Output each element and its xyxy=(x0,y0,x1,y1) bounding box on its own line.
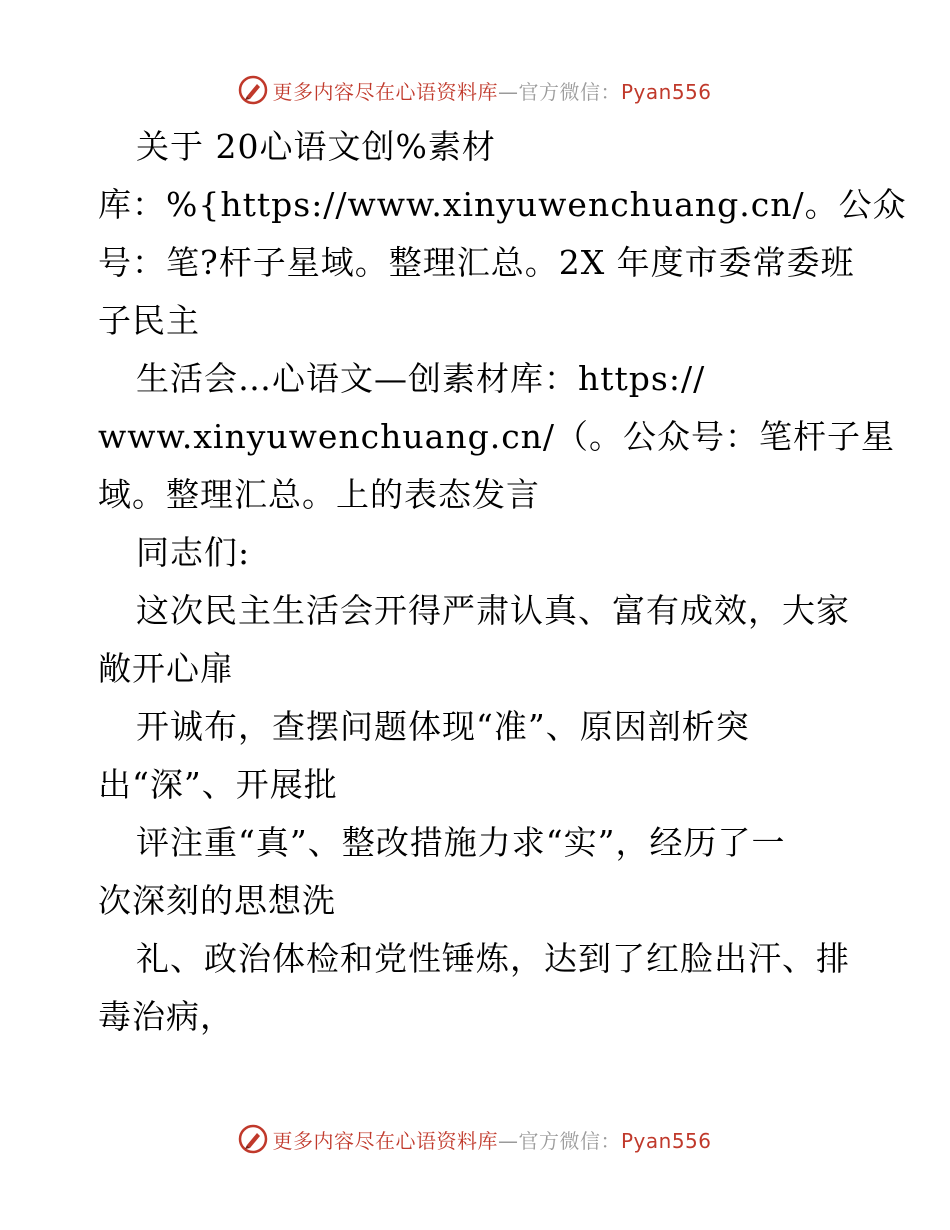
banner-wechat-id: Pyan556 xyxy=(620,1128,712,1153)
text-line: 库：%{https://www.xinyuwenchuang.cn/。公众 xyxy=(98,185,907,224)
footer-banner xyxy=(0,1121,950,1157)
banner-wechat-id: Pyan556 xyxy=(620,79,712,104)
text-line: 子民主 xyxy=(98,301,200,340)
banner-sub-text: —官方微信： xyxy=(497,79,621,104)
pen-logo-icon xyxy=(238,1124,268,1154)
pen-logo-icon xyxy=(238,75,268,105)
text-line: 评注重“真”、整改措施力求“实”，经历了一 xyxy=(136,823,786,862)
text-line: 次深刻的思想洗 xyxy=(98,881,336,920)
header-banner xyxy=(0,72,950,108)
banner-text xyxy=(272,1125,711,1154)
banner-sub-text: —官方微信： xyxy=(497,1128,621,1153)
text-line: 生活会…心语文—创素材库：https:// xyxy=(136,359,706,398)
text-line: 毒治病， xyxy=(98,997,234,1036)
text-line: 同志们: xyxy=(136,533,251,572)
banner-text xyxy=(272,76,711,105)
text-line: www.xinyuwenchuang.cn/（。公众号：笔杆子星 xyxy=(98,417,896,456)
text-line: 开诚布，查摆问题体现“准”、原因剖析突 xyxy=(136,707,750,746)
text-line: 礼、政治体检和党性锤炼，达到了红脸出汗、排 xyxy=(136,939,850,978)
text-line: 域。整理汇总。上的表态发言 xyxy=(98,475,540,514)
banner-main-text: 更多内容尽在心语资料库 xyxy=(272,1128,498,1153)
text-line: 敞开心扉 xyxy=(98,649,234,688)
text-line: 关于 20心语文创%素材 xyxy=(136,127,496,166)
text-line: 这次民主生活会开得严肃认真、富有成效，大家 xyxy=(136,591,850,630)
banner-main-text: 更多内容尽在心语资料库 xyxy=(272,79,498,104)
document-body xyxy=(98,118,907,1046)
text-line: 号：笔?杆子星域。整理汇总。2X 年度市委常委班 xyxy=(98,243,855,282)
text-line: 出“深”、开展批 xyxy=(98,765,338,804)
